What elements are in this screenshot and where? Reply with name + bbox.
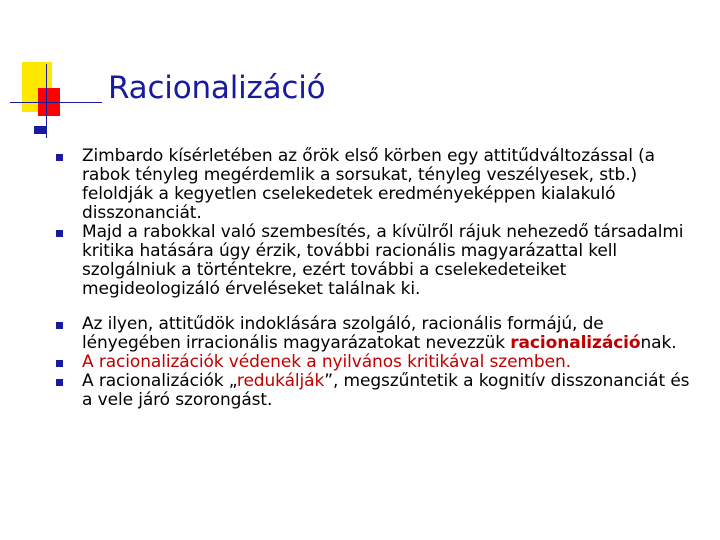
bullet-square-icon bbox=[56, 360, 63, 367]
bullet-text: Majd a rabokkal való szembesítés, a kívülről rájuk nehezedő társadalmi kritika hatására úgy érzik, további racionális magyarázattal kell szolgálniuk a történtekre, ezért további a cselekedeteiket megideologizáló érveléseket találnak ki. bbox=[82, 222, 684, 299]
bullet-text-before: Az ilyen, attitűdök indoklására szolgáló, racionális formájú, de lényegében irracionális magyarázatokat nevezzük bbox=[82, 314, 604, 353]
bullet-text: A racionalizációk védenek a nyilvános kritikával szemben. bbox=[82, 352, 571, 372]
bullet-text-after: nak. bbox=[640, 333, 677, 353]
deco-vertical-line bbox=[46, 64, 47, 138]
bullet-item-3 bbox=[48, 315, 698, 353]
highlight-term: racionalizáció bbox=[510, 333, 641, 353]
deco-blue-bar bbox=[34, 126, 46, 134]
bullet-square-icon bbox=[56, 379, 63, 386]
bullet-item-2 bbox=[48, 223, 698, 299]
corner-decoration bbox=[0, 0, 100, 140]
bullet-square-icon bbox=[56, 322, 63, 329]
bullet-square-icon bbox=[56, 154, 63, 161]
bullet-item-5 bbox=[48, 372, 698, 410]
spacer bbox=[48, 299, 698, 315]
bullet-text: Zimbardo kísérletében az őrök első körben egy attitűdváltozással (a rabok tényleg megérdemlik a sorsukat, tényleg veszélyesek, stb.) feloldják a kegyetlen cselekedetek eredményeképpen kialakuló disszonanciát. bbox=[82, 146, 655, 223]
bullet-item-1 bbox=[48, 147, 698, 223]
deco-horizontal-line bbox=[10, 102, 102, 103]
highlight-term: redukálják bbox=[236, 371, 325, 391]
bullet-text-after: ”, megszűntetik a kognitív disszonanciát és a vele járó szorongást. bbox=[82, 371, 690, 410]
bullet-list bbox=[48, 147, 698, 410]
bullet-text-before: A racionalizációk „ bbox=[82, 371, 237, 391]
bullet-square-icon bbox=[56, 230, 63, 237]
bullet-item-4 bbox=[48, 353, 698, 372]
slide-title: Racionalizáció bbox=[108, 70, 326, 106]
